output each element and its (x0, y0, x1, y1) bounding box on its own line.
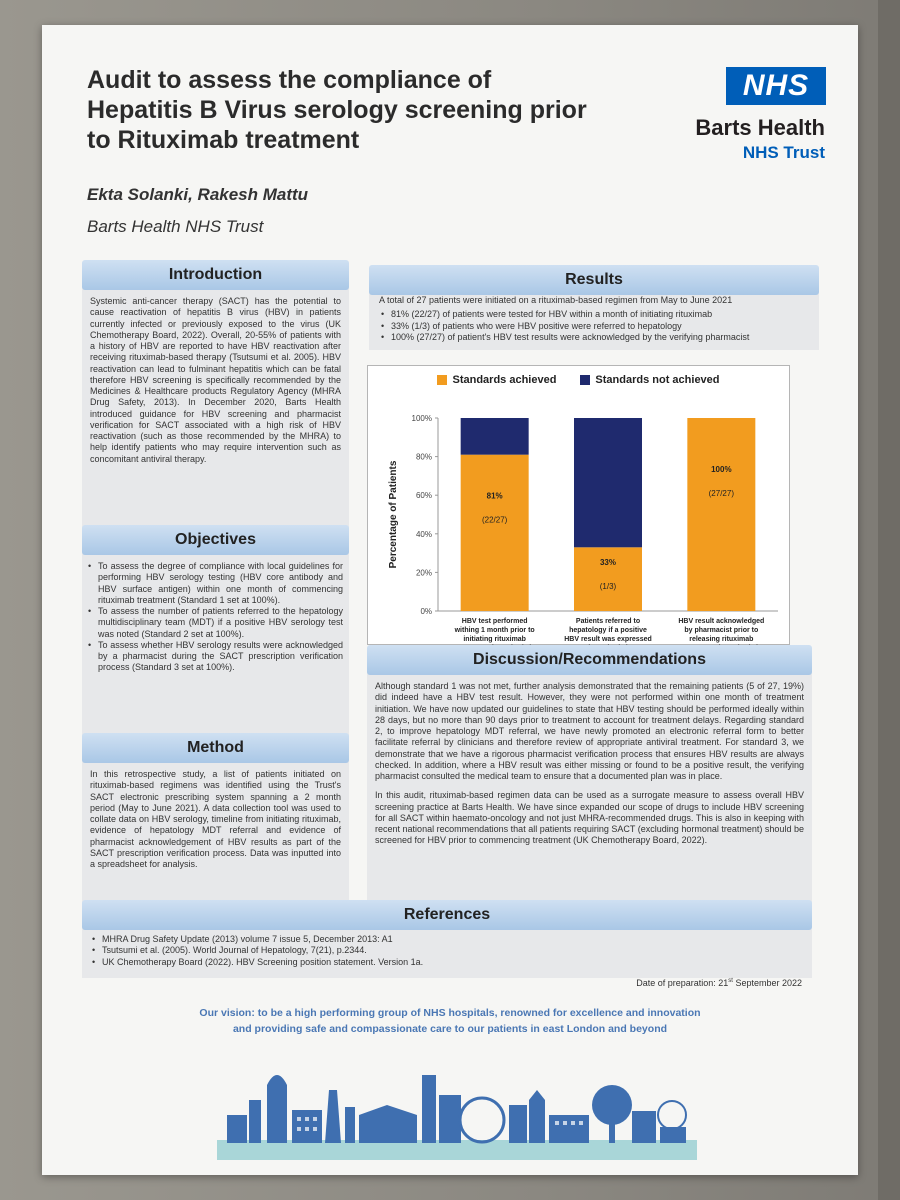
objectives-heading: Objectives (82, 525, 349, 555)
bar-count-label: (1/3) (599, 582, 617, 592)
x-category-label: HBV result was expressed (564, 636, 652, 643)
poster-title: Audit to assess the compliance of Hepatitis B Virus serology screening prior to Rituximab treatment (87, 66, 587, 154)
discussion-heading: Discussion/Recommendations (367, 645, 812, 675)
date-prefix: Date of preparation: 21 (636, 978, 729, 988)
x-category-label: by pharmacist prior to (684, 627, 759, 634)
london-skyline-illustration (217, 1045, 697, 1160)
vision-statement (42, 1005, 858, 1038)
bar-not-achieved (461, 418, 529, 455)
y-axis-label: Percentage of Patients (388, 460, 399, 569)
bar-not-achieved (574, 418, 642, 547)
x-category-label: Patients referred to (575, 618, 641, 625)
objective-item: • To assess whether HBV serology results were acknowledged by a pharmacist during the SACT prescription verification process (Standard 3 set at 100%). (86, 640, 343, 674)
objective-item: • To assess the number of patients referred to the hepatology multidisciplinary team (MDT) if a positive HBV serology test was noted (Standard 2 set at 100%). (86, 606, 343, 640)
y-tick-label: 80% (415, 452, 432, 462)
bar-count-label: (27/27) (708, 489, 735, 499)
method-heading: Method (82, 733, 349, 763)
x-category-label: hepatology if a positive (569, 627, 647, 634)
x-category-label: withing 1 month prior to (454, 627, 535, 634)
y-tick-label: 20% (415, 568, 432, 578)
discussion-panel (367, 651, 812, 913)
x-category-label: releasing rituximab (689, 636, 754, 643)
legend-label-not-achieved: Standards not achieved (595, 374, 720, 386)
y-tick-label: 100% (411, 414, 432, 423)
bar-achieved (461, 455, 529, 611)
method-panel (82, 739, 349, 913)
vision-line-1: Our vision: to be a high performing group of NHS hospitals, renowned for excellence and innovation (199, 1007, 701, 1019)
bar-data-label: 33% (599, 558, 617, 568)
results-heading: Results (369, 265, 819, 295)
method-text: In this retrospective study, a list of patients initiated on rituximab-based regimens was identified using the Trust's SACT electronic prescribing system spanning a 2 month period (May to June 2021). A data collection tool was used to collate data on HBV serology, timeline from initiating rituximab, evidence of hepatology MDT referral and evidence of pharmacist acknowledgement of HBV results as part of the SACT prescription verification process. Data was inputted into a spreadsheet for analysis. (90, 769, 341, 869)
result-item: • 100% (27/27) of patient's HBV test results were acknowledged by the verifying pharmacist (379, 332, 809, 343)
vision-line-2: and providing safe and compassionate care to our patients in east London and beyond (232, 1023, 668, 1036)
logo-trust-name: NHS Trust (742, 143, 825, 162)
bar-achieved (574, 547, 642, 611)
y-tick-label: 40% (415, 529, 432, 539)
affiliation: Barts Health NHS Trust (87, 217, 264, 236)
reference-item: • Tsutsumi et al. (2005). World Journal of Hepatology, 7(21), p.2344. (90, 945, 804, 956)
discussion-paragraph-2: In this audit, rituximab-based regimen data can be used as a surrogate measure to assess overall HBV screening practice at Barts Health. We have since expanded our scope of drugs to include HBV screening for all SACT within haemato-oncology and not just MHRA-recommended drugs. This is also in keeping with recent national recommendations that all patients requiring SACT (excluding hormonal treatment) should be screened for HBV prior to commencing treatment (UK Chemotherapy Board, 2022). (375, 790, 804, 846)
date-suffix: September 2022 (732, 978, 802, 988)
logo-org-name: Barts Health (695, 115, 825, 140)
skyline-buildings (227, 1075, 686, 1143)
results-chart (367, 365, 790, 645)
references-list (90, 934, 804, 968)
bar-count-label: (22/27) (481, 515, 508, 525)
bar-data-label: 100% (711, 465, 732, 475)
bar-data-label: 81% (486, 491, 503, 501)
discussion-paragraph-1: Although standard 1 was not met, further analysis demonstrated that the remaining patients (5 of 27, 19%) did indeed have a HBV test result. However, they were not performed within one month of treatment initiation. We have now updated our guidelines to state that HBV testing should be performed ideally within 28 days, but no more than 90 days prior to treatment to account for treatment delays. Regarding standard 2, to improve hepatology MDT referral, we have newly promoted an electronic referral form to better facilitate referral by clinicians and therefore review of appropriate antiviral treatment. For standard 3, we demonstrate that we have a rigorous pharmacist verification process that ensures HBV results are always checked. In addition, where a HBV result was either missing or found to be a positive result, the verifying pharmacist consulted the medical team to ensure that a documented plan was in place. (375, 681, 804, 781)
objectives-list (86, 561, 343, 674)
introduction-text: Systemic anti-cancer therapy (SACT) has the potential to cause reactivation of hepatitis B virus (HBV) in patients currently infected or previously exposed to the virus (UK Chemotherapy Board, 2022). Overall, 20-55% of patients with a history of HBV are reported to have HBV reactivation after receiving rituximab-based therapy (Tsutsumi et al. 2005). HBV reactivation can lead to fulminant hepatitis which can be fatal therefore HBV screening is specifically recommended by the Medicines & Healthcare products Regulatory Agency (MHRA Drug Safety, 2013). In December 2020, Barts Health introduced guidance for HBV screening and pharmacist verification for SACT associated with a high risk of HBV reactivation (such as those recommended by the MHRA) to help identify patients who may require intervention such as concomitant antiviral therapy. (90, 296, 341, 464)
date-sup: st (728, 978, 733, 984)
bar-chart-svg (368, 366, 789, 644)
introduction-panel (82, 266, 349, 528)
objectives-panel (82, 531, 349, 740)
nhs-logo-badge: NHS (726, 67, 826, 105)
result-item: • 33% (1/3) of patients who were HBV positive were referred to hepatology (379, 321, 809, 332)
y-tick-label: 60% (415, 491, 432, 501)
poster (42, 25, 858, 1175)
results-list (379, 309, 809, 343)
result-item: • 81% (22/27) of patients were tested for HBV within a month of initiating rituximab (379, 309, 809, 320)
reference-item: • MHRA Drug Safety Update (2013) volume 7 issue 5, December 2013: A1 (90, 934, 804, 945)
results-panel (369, 271, 819, 350)
y-tick-label: 0% (420, 607, 432, 616)
introduction-heading: Introduction (82, 260, 349, 290)
references-panel (82, 906, 812, 988)
x-category-label: initiating rituximab (463, 636, 526, 643)
x-category-label: HBV result acknowledged (678, 618, 765, 625)
references-heading: References (82, 900, 812, 930)
legend-label-achieved: Standards achieved (452, 374, 557, 386)
date-of-preparation (636, 978, 802, 988)
x-category-label: HBV test performed (461, 618, 528, 625)
wall-edge (878, 0, 900, 1200)
authors: Ekta Solanki, Rakesh Mattu (87, 185, 309, 204)
reference-item: • UK Chemotherapy Board (2022). HBV Screening position statement. Version 1a. (90, 957, 804, 968)
objective-item: • To assess the degree of compliance with local guidelines for performing HBV serology testing (HBV core antibody and HBV surface antigen) within one month of commencing rituximab treatment (Standard 1 set at 100%). (86, 561, 343, 606)
results-intro: A total of 27 patients were initiated on a rituximab-based regimen from May to June 2021 (379, 295, 733, 305)
bar-achieved (687, 418, 755, 611)
